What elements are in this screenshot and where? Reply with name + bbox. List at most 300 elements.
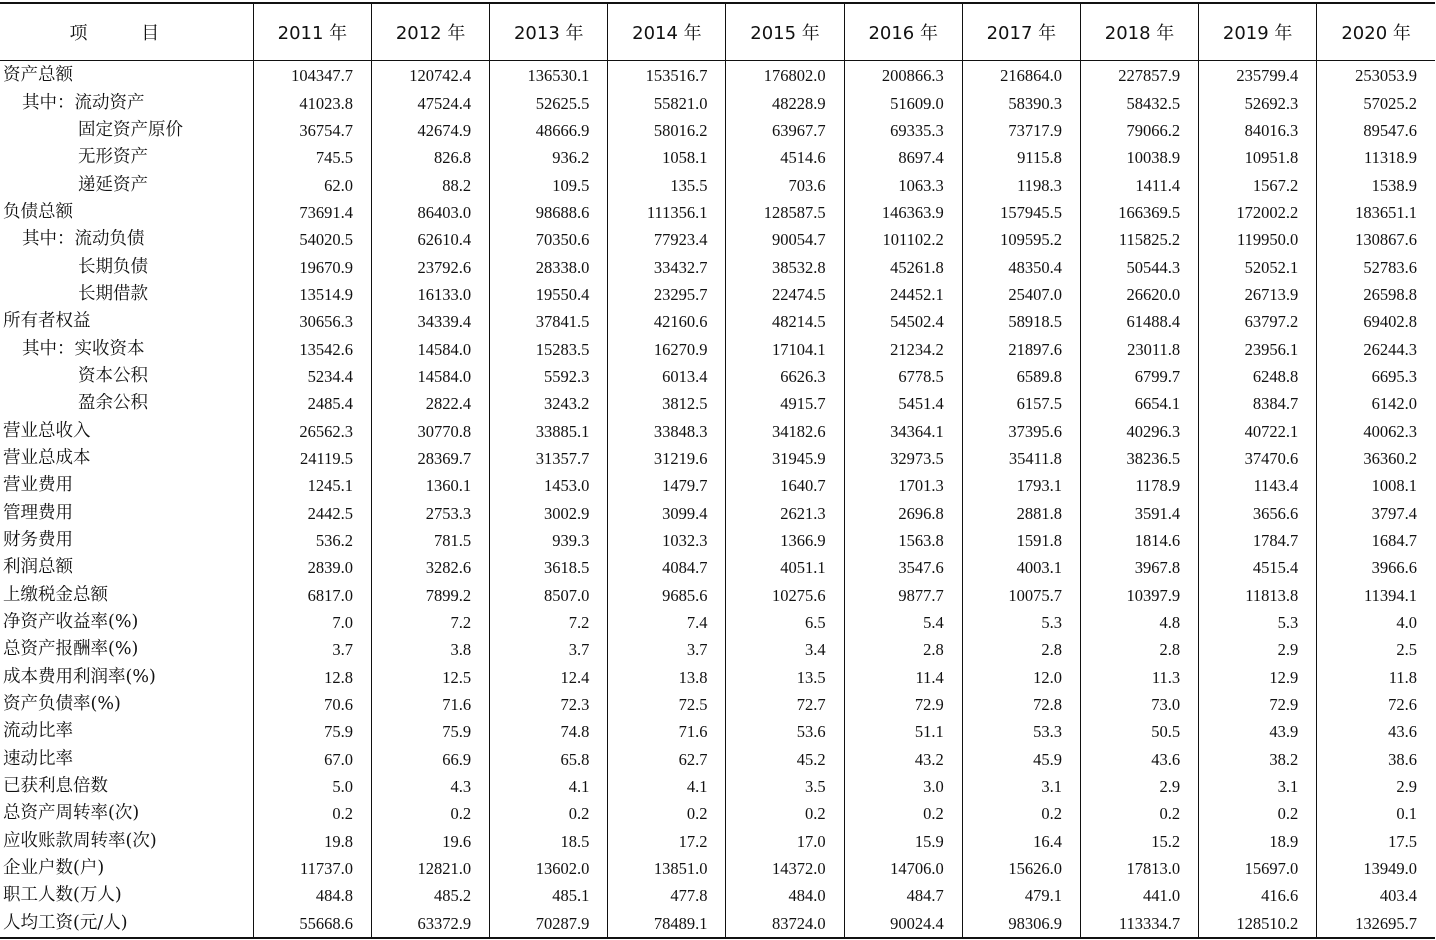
table-cell: 936.2 [490, 144, 608, 171]
table-cell: 104347.7 [253, 61, 371, 90]
table-cell: 101102.2 [844, 226, 962, 253]
table-cell: 2822.4 [372, 390, 490, 417]
table-cell: 12.9 [1199, 664, 1317, 691]
table-cell: 40296.3 [1080, 417, 1198, 444]
row-label: 总资产报酬率(%) [3, 639, 139, 660]
table-cell: 35411.8 [962, 445, 1080, 472]
row-label: 营业总成本 [3, 447, 91, 468]
table-cell: 33848.3 [608, 417, 726, 444]
table-cell: 2442.5 [253, 500, 371, 527]
table-cell: 47524.4 [372, 89, 490, 116]
table-cell: 441.0 [1080, 882, 1198, 909]
table-row [0, 855, 1435, 882]
table-cell: 72.6 [1317, 691, 1435, 718]
table-row [0, 691, 1435, 718]
table-cell: 16.4 [962, 828, 1080, 855]
table-cell: 14584.0 [372, 363, 490, 390]
table-cell: 15.2 [1080, 828, 1198, 855]
header-item: 项 目 [0, 3, 253, 61]
table-cell: 45.2 [726, 746, 844, 773]
table-cell: 31219.6 [608, 445, 726, 472]
table-cell: 62610.4 [372, 226, 490, 253]
table-cell: 235799.4 [1199, 61, 1317, 90]
table-cell: 98306.9 [962, 910, 1080, 938]
table-cell: 17.2 [608, 828, 726, 855]
table-cell: 98688.6 [490, 199, 608, 226]
row-label: 成本费用利润率(%) [3, 666, 156, 687]
table-cell: 17104.1 [726, 335, 844, 362]
table-cell: 90054.7 [726, 226, 844, 253]
table-cell: 14372.0 [726, 855, 844, 882]
table-cell: 1366.9 [726, 527, 844, 554]
table-cell: 54502.4 [844, 308, 962, 335]
table-cell: 0.2 [608, 800, 726, 827]
table-row [0, 582, 1435, 609]
table-cell: 6142.0 [1317, 390, 1435, 417]
table-cell: 55821.0 [608, 89, 726, 116]
table-cell: 6.5 [726, 609, 844, 636]
header-year: 2013 年 [490, 3, 608, 61]
table-cell: 16270.9 [608, 335, 726, 362]
table-cell: 13851.0 [608, 855, 726, 882]
table-cell: 3.5 [726, 773, 844, 800]
table-row [0, 308, 1435, 335]
table-cell: 3.7 [253, 636, 371, 663]
table-cell: 63797.2 [1199, 308, 1317, 335]
table-cell: 1453.0 [490, 472, 608, 499]
table-cell: 52783.6 [1317, 253, 1435, 280]
table-cell: 3.8 [372, 636, 490, 663]
row-label: 总资产周转率(次) [3, 803, 140, 824]
table-cell: 3591.4 [1080, 500, 1198, 527]
header-row [0, 3, 1435, 61]
table-cell: 3.0 [844, 773, 962, 800]
table-cell: 71.6 [372, 691, 490, 718]
table-cell: 6799.7 [1080, 363, 1198, 390]
table-cell: 0.2 [1199, 800, 1317, 827]
table-cell: 26598.8 [1317, 281, 1435, 308]
table-cell: 3.7 [490, 636, 608, 663]
table-cell: 23295.7 [608, 281, 726, 308]
table-cell: 33885.1 [490, 417, 608, 444]
table-cell: 5.3 [962, 609, 1080, 636]
table-cell: 4.1 [490, 773, 608, 800]
table-cell: 30656.3 [253, 308, 371, 335]
table-cell: 157945.5 [962, 199, 1080, 226]
table-cell: 200866.3 [844, 61, 962, 90]
table-cell: 1245.1 [253, 472, 371, 499]
row-label: 资产总额 [3, 65, 73, 86]
table-cell: 1591.8 [962, 527, 1080, 554]
table-cell: 6695.3 [1317, 363, 1435, 390]
table-cell: 1058.1 [608, 144, 726, 171]
table-row [0, 417, 1435, 444]
table-cell: 13.8 [608, 664, 726, 691]
table-cell: 6626.3 [726, 363, 844, 390]
table-cell: 176802.0 [726, 61, 844, 90]
table-cell: 28369.7 [372, 445, 490, 472]
table-cell: 50.5 [1080, 718, 1198, 745]
row-label: 营业总收入 [3, 420, 91, 441]
table-cell: 19550.4 [490, 281, 608, 308]
row-label: 长期负债 [78, 256, 148, 277]
table-cell: 128510.2 [1199, 910, 1317, 938]
table-body [0, 61, 1435, 939]
table-cell: 6817.0 [253, 582, 371, 609]
row-label: 管理费用 [3, 502, 73, 523]
row-label: 人均工资(元/人) [3, 912, 128, 933]
table-cell: 55668.6 [253, 910, 371, 938]
table-cell: 2.8 [844, 636, 962, 663]
table-cell: 40062.3 [1317, 417, 1435, 444]
row-label: 已获利息倍数 [3, 776, 108, 797]
table-cell: 21234.2 [844, 335, 962, 362]
table-cell: 6248.8 [1199, 363, 1317, 390]
table-cell: 1032.3 [608, 527, 726, 554]
table-cell: 12.5 [372, 664, 490, 691]
table-cell: 1479.7 [608, 472, 726, 499]
table-cell: 6654.1 [1080, 390, 1198, 417]
table-row [0, 500, 1435, 527]
table-cell: 1008.1 [1317, 472, 1435, 499]
table-row [0, 746, 1435, 773]
table-cell: 36754.7 [253, 117, 371, 144]
table-row [0, 199, 1435, 226]
table-cell: 5592.3 [490, 363, 608, 390]
row-label: 利润总额 [3, 557, 73, 578]
table-cell: 2839.0 [253, 554, 371, 581]
table-cell: 22474.5 [726, 281, 844, 308]
table-cell: 120742.4 [372, 61, 490, 90]
table-cell: 484.7 [844, 882, 962, 909]
table-cell: 45.9 [962, 746, 1080, 773]
table-cell: 2753.3 [372, 500, 490, 527]
table-cell: 37470.6 [1199, 445, 1317, 472]
table-cell: 4.3 [372, 773, 490, 800]
row-label: 应收账款周转率(次) [3, 830, 157, 851]
table-row [0, 226, 1435, 253]
table-cell: 32973.5 [844, 445, 962, 472]
table-cell: 18.5 [490, 828, 608, 855]
row-label: 企业户数(户) [3, 858, 105, 879]
table-cell: 479.1 [962, 882, 1080, 909]
table-cell: 23956.1 [1199, 335, 1317, 362]
table-cell: 135.5 [608, 171, 726, 198]
table-cell: 1814.6 [1080, 527, 1198, 554]
table-cell: 8697.4 [844, 144, 962, 171]
header-year: 2017 年 [962, 3, 1080, 61]
table-cell: 77923.4 [608, 226, 726, 253]
table-cell: 34182.6 [726, 417, 844, 444]
table-cell: 63967.7 [726, 117, 844, 144]
table-cell: 1793.1 [962, 472, 1080, 499]
table-cell: 3812.5 [608, 390, 726, 417]
table-cell: 11737.0 [253, 855, 371, 882]
table-cell: 72.9 [1199, 691, 1317, 718]
table-cell: 1784.7 [1199, 527, 1317, 554]
table-row [0, 171, 1435, 198]
table-cell: 57025.2 [1317, 89, 1435, 116]
table-cell: 42674.9 [372, 117, 490, 144]
table-cell: 3282.6 [372, 554, 490, 581]
table-cell: 58390.3 [962, 89, 1080, 116]
table-cell: 3966.6 [1317, 554, 1435, 581]
table-cell: 43.2 [844, 746, 962, 773]
table-cell: 72.5 [608, 691, 726, 718]
table-cell: 11813.8 [1199, 582, 1317, 609]
table-cell: 65.8 [490, 746, 608, 773]
table-cell: 10397.9 [1080, 582, 1198, 609]
table-cell: 15626.0 [962, 855, 1080, 882]
table-cell: 34339.4 [372, 308, 490, 335]
table-cell: 40722.1 [1199, 417, 1317, 444]
table-cell: 10075.7 [962, 582, 1080, 609]
table-cell: 37841.5 [490, 308, 608, 335]
table-cell: 90024.4 [844, 910, 962, 938]
table-cell: 1640.7 [726, 472, 844, 499]
table-cell: 416.6 [1199, 882, 1317, 909]
table-cell: 3656.6 [1199, 500, 1317, 527]
row-label: 其中：实收资本 [22, 338, 145, 359]
table-cell: 61488.4 [1080, 308, 1198, 335]
table-cell: 1198.3 [962, 171, 1080, 198]
table-cell: 781.5 [372, 527, 490, 554]
table-cell: 10951.8 [1199, 144, 1317, 171]
table-cell: 109595.2 [962, 226, 1080, 253]
table-cell: 477.8 [608, 882, 726, 909]
table-cell: 484.0 [726, 882, 844, 909]
table-row [0, 89, 1435, 116]
table-cell: 3.7 [608, 636, 726, 663]
row-label: 盈余公积 [78, 393, 148, 414]
table-cell: 0.2 [253, 800, 371, 827]
table-row [0, 773, 1435, 800]
table-cell: 19670.9 [253, 253, 371, 280]
table-cell: 1538.9 [1317, 171, 1435, 198]
table-cell: 72.8 [962, 691, 1080, 718]
table-row [0, 363, 1435, 390]
table-cell: 484.8 [253, 882, 371, 909]
table-cell: 11.3 [1080, 664, 1198, 691]
table-cell: 2696.8 [844, 500, 962, 527]
table-cell: 26244.3 [1317, 335, 1435, 362]
table-cell: 3.1 [1199, 773, 1317, 800]
table-cell: 8507.0 [490, 582, 608, 609]
table-cell: 9685.6 [608, 582, 726, 609]
table-cell: 38.2 [1199, 746, 1317, 773]
table-cell: 16133.0 [372, 281, 490, 308]
table-cell: 3243.2 [490, 390, 608, 417]
header-year: 2019 年 [1199, 3, 1317, 61]
table-cell: 0.2 [844, 800, 962, 827]
table-cell: 15697.0 [1199, 855, 1317, 882]
table-cell: 2621.3 [726, 500, 844, 527]
table-cell: 15283.5 [490, 335, 608, 362]
table-cell: 48666.9 [490, 117, 608, 144]
table-cell: 41023.8 [253, 89, 371, 116]
table-cell: 1567.2 [1199, 171, 1317, 198]
table-cell: 130867.6 [1317, 226, 1435, 253]
financial-indicators-table [0, 2, 1435, 939]
row-label: 上缴税金总额 [3, 584, 108, 605]
table-cell: 73.0 [1080, 691, 1198, 718]
table-cell: 70.6 [253, 691, 371, 718]
table-row [0, 117, 1435, 144]
table-cell: 111356.1 [608, 199, 726, 226]
table-cell: 69335.3 [844, 117, 962, 144]
table-cell: 17.0 [726, 828, 844, 855]
table-cell: 183651.1 [1317, 199, 1435, 226]
table-cell: 2.9 [1317, 773, 1435, 800]
table-cell: 8384.7 [1199, 390, 1317, 417]
table-cell: 34364.1 [844, 417, 962, 444]
table-cell: 128587.5 [726, 199, 844, 226]
table-cell: 72.9 [844, 691, 962, 718]
table-row [0, 554, 1435, 581]
table-cell: 73691.4 [253, 199, 371, 226]
header-year: 2016 年 [844, 3, 962, 61]
table-cell: 4051.1 [726, 554, 844, 581]
table-cell: 0.2 [490, 800, 608, 827]
table-cell: 4514.6 [726, 144, 844, 171]
table-cell: 5.4 [844, 609, 962, 636]
table-cell: 2.9 [1199, 636, 1317, 663]
table-row [0, 144, 1435, 171]
table-cell: 146363.9 [844, 199, 962, 226]
table-cell: 7.2 [490, 609, 608, 636]
table-cell: 78489.1 [608, 910, 726, 938]
table-cell: 7.4 [608, 609, 726, 636]
table-cell: 12821.0 [372, 855, 490, 882]
row-label: 长期借款 [78, 283, 148, 304]
table-cell: 51.1 [844, 718, 962, 745]
table-cell: 1411.4 [1080, 171, 1198, 198]
table-cell: 48228.9 [726, 89, 844, 116]
table-cell: 17.5 [1317, 828, 1435, 855]
row-label: 其中：流动负债 [22, 229, 145, 250]
table-cell: 36360.2 [1317, 445, 1435, 472]
table-cell: 485.2 [372, 882, 490, 909]
table-cell: 70350.6 [490, 226, 608, 253]
table-cell: 4.0 [1317, 609, 1435, 636]
table-cell: 89547.6 [1317, 117, 1435, 144]
table-cell: 6589.8 [962, 363, 1080, 390]
table-cell: 14706.0 [844, 855, 962, 882]
table-cell: 42160.6 [608, 308, 726, 335]
table-cell: 54020.5 [253, 226, 371, 253]
table-cell: 52692.3 [1199, 89, 1317, 116]
table-cell: 70287.9 [490, 910, 608, 938]
table-cell: 13.5 [726, 664, 844, 691]
table-cell: 0.2 [726, 800, 844, 827]
table-cell: 23792.6 [372, 253, 490, 280]
table-cell: 45261.8 [844, 253, 962, 280]
table-cell: 31945.9 [726, 445, 844, 472]
table-row [0, 390, 1435, 417]
table-cell: 7.0 [253, 609, 371, 636]
table-cell: 66.9 [372, 746, 490, 773]
table-cell: 3797.4 [1317, 500, 1435, 527]
table-row [0, 527, 1435, 554]
table-cell: 83724.0 [726, 910, 844, 938]
row-label: 所有者权益 [3, 311, 91, 332]
table-cell: 43.6 [1317, 718, 1435, 745]
table-cell: 536.2 [253, 527, 371, 554]
table-cell: 3547.6 [844, 554, 962, 581]
table-cell: 253053.9 [1317, 61, 1435, 90]
table-cell: 52052.1 [1199, 253, 1317, 280]
table-cell: 2.9 [1080, 773, 1198, 800]
table-cell: 1684.7 [1317, 527, 1435, 554]
table-cell: 2881.8 [962, 500, 1080, 527]
table-cell: 826.8 [372, 144, 490, 171]
table-cell: 4003.1 [962, 554, 1080, 581]
table-cell: 24452.1 [844, 281, 962, 308]
table-cell: 72.7 [726, 691, 844, 718]
header-year: 2020 年 [1317, 3, 1435, 61]
table-cell: 26562.3 [253, 417, 371, 444]
table-cell: 6013.4 [608, 363, 726, 390]
table-cell: 6778.5 [844, 363, 962, 390]
table-cell: 4084.7 [608, 554, 726, 581]
table-cell: 2.5 [1317, 636, 1435, 663]
table-cell: 3967.8 [1080, 554, 1198, 581]
table-cell: 58016.2 [608, 117, 726, 144]
table-cell: 33432.7 [608, 253, 726, 280]
table-row [0, 910, 1435, 938]
table-cell: 53.3 [962, 718, 1080, 745]
table-row [0, 253, 1435, 280]
table-cell: 52625.5 [490, 89, 608, 116]
table-cell: 7.2 [372, 609, 490, 636]
table-cell: 9115.8 [962, 144, 1080, 171]
table-cell: 12.4 [490, 664, 608, 691]
table-cell: 11.4 [844, 664, 962, 691]
row-label: 资本公积 [78, 365, 148, 386]
table-row [0, 800, 1435, 827]
table-cell: 3002.9 [490, 500, 608, 527]
header-year: 2015 年 [726, 3, 844, 61]
table-cell: 227857.9 [1080, 61, 1198, 90]
table-cell: 12.8 [253, 664, 371, 691]
table-cell: 26620.0 [1080, 281, 1198, 308]
table-cell: 53.6 [726, 718, 844, 745]
table-cell: 2485.4 [253, 390, 371, 417]
row-label: 递延资产 [78, 174, 148, 195]
table-cell: 86403.0 [372, 199, 490, 226]
row-label: 资产负债率(%) [3, 694, 121, 715]
table-cell: 38532.8 [726, 253, 844, 280]
table-cell: 4515.4 [1199, 554, 1317, 581]
table-cell: 17813.0 [1080, 855, 1198, 882]
table-cell: 75.9 [253, 718, 371, 745]
table-row [0, 472, 1435, 499]
table-header [0, 3, 1435, 61]
table-cell: 0.1 [1317, 800, 1435, 827]
table-cell: 4.1 [608, 773, 726, 800]
table-cell: 10038.9 [1080, 144, 1198, 171]
table-cell: 11.8 [1317, 664, 1435, 691]
table-cell: 403.4 [1317, 882, 1435, 909]
table-cell: 5.0 [253, 773, 371, 800]
table-cell: 10275.6 [726, 582, 844, 609]
table-row [0, 882, 1435, 909]
table-cell: 9877.7 [844, 582, 962, 609]
table-cell: 48350.4 [962, 253, 1080, 280]
table-cell: 58432.5 [1080, 89, 1198, 116]
table-cell: 5.3 [1199, 609, 1317, 636]
table-cell: 62.7 [608, 746, 726, 773]
